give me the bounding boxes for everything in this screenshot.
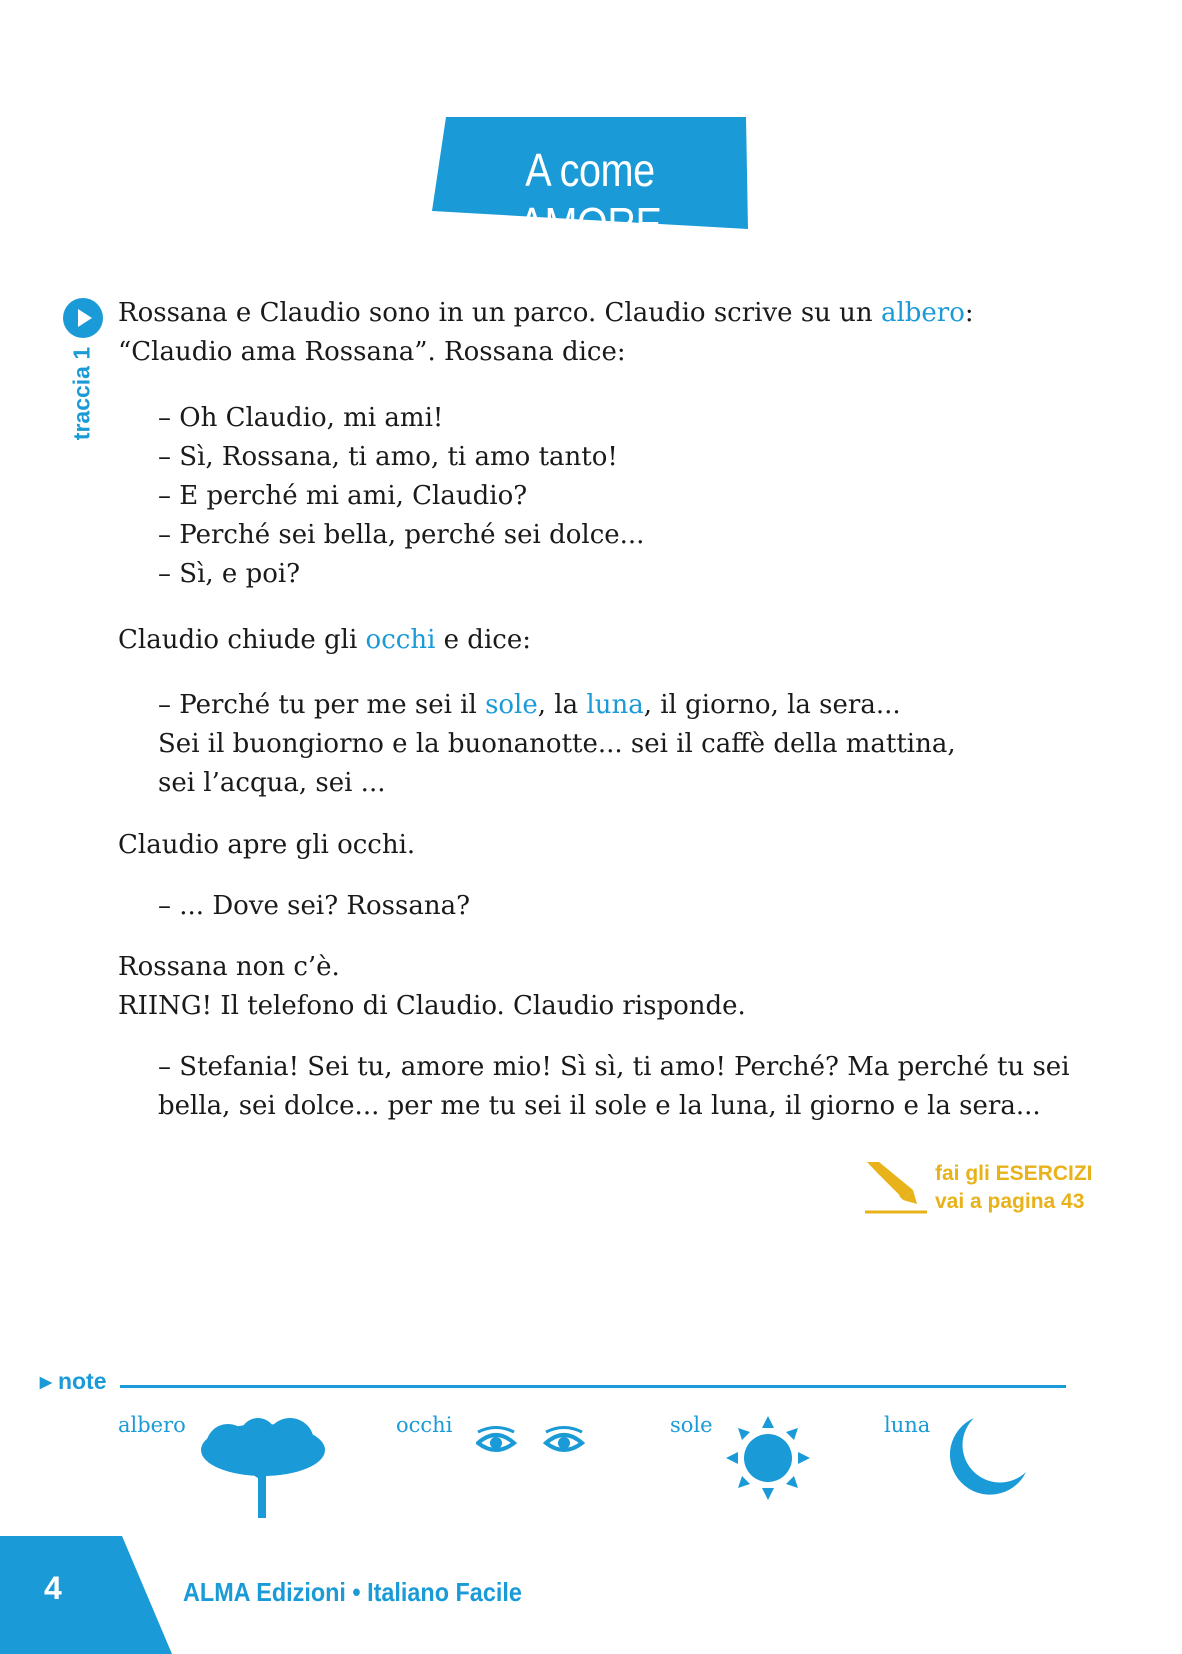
final-line-1: – Stefania! Sei tu, amore mio! Sì sì, ti amo! Perché? Ma perché tu sei <box>158 1052 1070 1082</box>
tree-icon <box>198 1418 328 1524</box>
where-line: – ... Dove sei? Rossana? <box>158 891 471 921</box>
dialog-line: – Sì, Rossana, ti amo, ti amo tanto! <box>158 442 618 472</box>
moon-icon <box>944 1414 1030 1504</box>
exercise-line-1: fai gli ESERCIZI <box>935 1162 1093 1185</box>
speech-line-2: Sei il buongiorno e la buonanotte... sei il caffè della mattina, <box>158 729 956 759</box>
final-line-2: bella, sei dolce... per me tu sei il sole e la luna, il giorno e la sera... <box>158 1091 1041 1121</box>
closes-eyes-line: Claudio chiude gli occhi e dice: <box>118 625 531 655</box>
note-word-albero: albero <box>118 1413 186 1437</box>
pencil-icon <box>865 1160 931 1214</box>
exercise-reference[interactable] <box>865 1160 1093 1218</box>
dialog-line: – Perché sei bella, perché sei dolce... <box>158 520 645 550</box>
notes-label: ▸ note <box>40 1368 107 1394</box>
intro-line-2: “Claudio ama Rossana”. Rossana dice: <box>118 337 626 367</box>
title-banner <box>432 117 748 250</box>
footer-page-tab <box>0 1536 180 1654</box>
play-icon[interactable] <box>63 298 103 342</box>
dialog-line: – Sì, e poi? <box>158 559 301 589</box>
keyword-sole: sole <box>485 690 538 720</box>
phone-line: RIING! Il telefono di Claudio. Claudio risponde. <box>118 991 746 1021</box>
note-word-sole: sole <box>670 1413 713 1437</box>
page-title: A come AMORE <box>518 144 662 250</box>
keyword-albero: albero <box>880 298 965 328</box>
dialog-line: – E perché mi ami, Claudio? <box>158 481 528 511</box>
eyes-icon <box>476 1425 588 1461</box>
exercise-line-2: vai a pagina 43 <box>935 1190 1085 1213</box>
speech-line-3: sei l’acqua, sei ... <box>158 768 386 798</box>
keyword-luna: luna <box>586 690 644 720</box>
absent-line: Rossana non c’è. <box>118 952 340 982</box>
speech-line-1: – Perché tu per me sei il sole, la luna, il giorno, la sera... <box>158 690 901 720</box>
dialog-line: – Oh Claudio, mi ami! <box>158 403 444 433</box>
opens-eyes-line: Claudio apre gli occhi. <box>118 830 416 860</box>
keyword-occhi: occhi <box>365 625 436 655</box>
track-label: traccia 1 <box>68 346 95 441</box>
publisher-footer: ALMA Edizioni • Italiano Facile <box>183 1577 522 1607</box>
intro-line-1: Rossana e Claudio sono in un parco. Claudio scrive su un albero: <box>118 298 974 328</box>
note-word-luna: luna <box>884 1413 931 1437</box>
page-number: 4 <box>44 1570 62 1606</box>
note-word-occhi: occhi <box>396 1413 453 1437</box>
sun-icon <box>726 1416 810 1504</box>
notes-divider <box>120 1385 1066 1388</box>
